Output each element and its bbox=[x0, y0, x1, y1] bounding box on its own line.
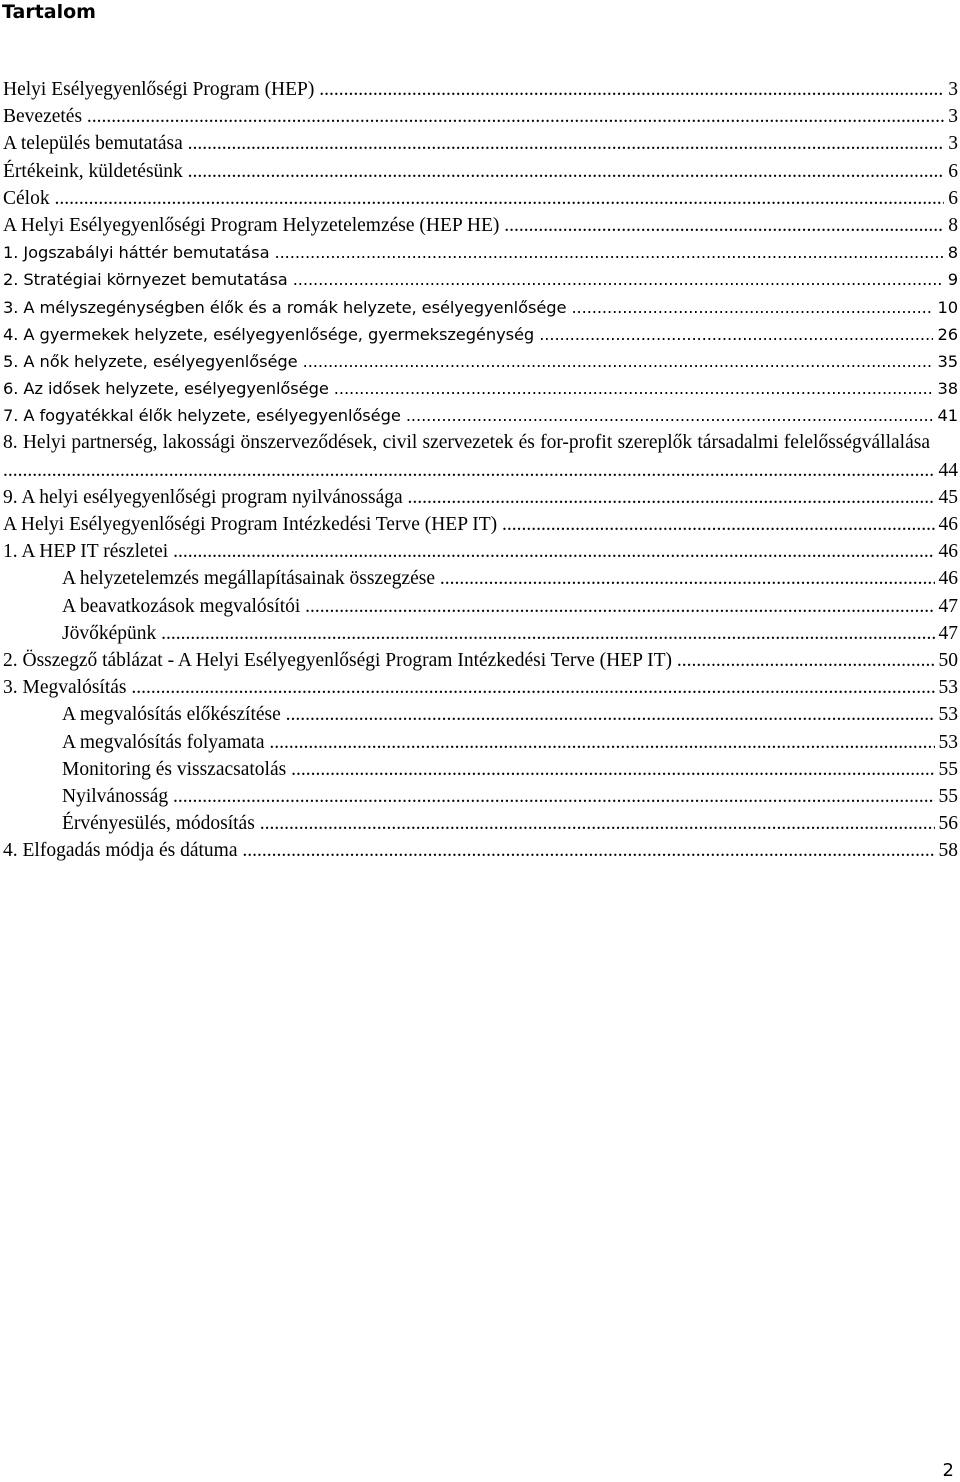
toc-entry-title: 2. Összegző táblázat - A Helyi Esélyegyenlőségi Program Intézkedési Terve (HEP IT) ..... bbox=[3, 650, 958, 671]
toc-entry-page: 38 bbox=[933, 375, 958, 402]
toc-entry-page: 35 bbox=[933, 348, 958, 375]
toc-entry[interactable] bbox=[3, 538, 958, 565]
toc-entry-title: 4. Elfogadás módja és dátuma ..... bbox=[3, 840, 958, 861]
toc-entry-title: A megvalósítás előkészítése ..... bbox=[62, 704, 958, 725]
toc-heading: Tartalom bbox=[2, 1, 96, 23]
toc-entry-page: 41 bbox=[933, 402, 958, 429]
toc-entry[interactable] bbox=[3, 810, 958, 837]
toc-entry[interactable] bbox=[3, 158, 958, 185]
toc-entry[interactable] bbox=[3, 266, 958, 293]
toc-entry-page: 6 bbox=[944, 185, 958, 212]
toc-entry-title: 1. Jogszabályi háttér bemutatása ..... bbox=[3, 243, 958, 262]
toc-entry-title: Helyi Esélyegyenlőségi Program (HEP) ..... bbox=[3, 79, 958, 100]
toc-entry-page: 46 bbox=[935, 538, 959, 565]
toc-entry-title: Célok ..... bbox=[3, 188, 958, 209]
toc-entry-title: Monitoring és visszacsatolás ..... bbox=[62, 759, 958, 780]
toc-entry-page: 47 bbox=[935, 593, 959, 620]
toc-entry[interactable] bbox=[3, 756, 958, 783]
toc-entry[interactable] bbox=[3, 565, 958, 592]
toc-entry-page: 53 bbox=[935, 729, 959, 756]
toc-entry-page: 46 bbox=[935, 565, 959, 592]
toc-entry-title: 4. A gyermekek helyzete, esélyegyenlősége, gyermekszegénység ..... bbox=[3, 325, 958, 344]
toc-entry[interactable] bbox=[3, 103, 958, 130]
toc-entry-title: A megvalósítás folyamata ..... bbox=[62, 732, 958, 753]
toc-entry[interactable] bbox=[3, 511, 958, 538]
toc-entry-page: 58 bbox=[935, 837, 959, 864]
toc-entry[interactable] bbox=[3, 375, 958, 402]
toc-entry[interactable] bbox=[3, 239, 958, 266]
toc-entry-title: A helyzetelemzés megállapításainak összegzése ..... bbox=[62, 568, 958, 589]
toc-entry[interactable] bbox=[3, 212, 958, 239]
toc-entry[interactable] bbox=[3, 185, 958, 212]
toc-entry-title: 1. A HEP IT részletei ..... bbox=[3, 541, 958, 562]
toc-entry[interactable] bbox=[3, 674, 958, 701]
toc-entry-page: 3 bbox=[944, 103, 958, 130]
toc-entry-page: 9 bbox=[944, 266, 958, 293]
toc-entry[interactable] bbox=[3, 837, 958, 864]
toc-entry[interactable] bbox=[3, 593, 958, 620]
page-number: 2 bbox=[942, 1460, 954, 1481]
toc-entry-page: 3 bbox=[944, 130, 958, 157]
toc-entry-page: 55 bbox=[935, 756, 959, 783]
toc-entry-page: 55 bbox=[935, 783, 959, 810]
toc-entry-page: 50 bbox=[935, 647, 959, 674]
toc-entry-page: 53 bbox=[935, 674, 959, 701]
toc-entry-page: 8 bbox=[944, 239, 958, 266]
toc-entry[interactable] bbox=[3, 76, 958, 103]
toc-entry[interactable] bbox=[3, 348, 958, 375]
toc-entry[interactable] bbox=[3, 429, 958, 483]
table-of-contents bbox=[3, 76, 958, 864]
toc-entry-page: 8 bbox=[944, 212, 958, 239]
toc-entry-page: 45 bbox=[935, 484, 959, 511]
toc-entry-title: A Helyi Esélyegyenlőségi Program Intézkedési Terve (HEP IT) ..... bbox=[3, 514, 958, 535]
toc-entry-title: A beavatkozások megvalósítói ..... bbox=[62, 596, 958, 617]
toc-entry-page: 44 bbox=[935, 457, 959, 484]
toc-entry[interactable] bbox=[3, 701, 958, 728]
toc-entry-page: 6 bbox=[944, 158, 958, 185]
toc-entry-title: 3. A mélyszegénységben élők és a romák helyzete, esélyegyenlősége ..... bbox=[3, 298, 958, 317]
toc-entry-title: Jövőképünk ..... bbox=[62, 623, 958, 644]
toc-entry[interactable] bbox=[3, 783, 958, 810]
toc-entry-title: A település bemutatása ..... bbox=[3, 133, 958, 154]
toc-entry[interactable] bbox=[3, 484, 958, 511]
toc-entry-page: 46 bbox=[935, 511, 959, 538]
toc-entry-title: 2. Stratégiai környezet bemutatása ..... bbox=[3, 270, 958, 289]
toc-entry-title: 6. Az idősek helyzete, esélyegyenlősége ..... bbox=[3, 379, 958, 398]
toc-entry-page: 56 bbox=[935, 810, 959, 837]
toc-entry-page: 26 bbox=[933, 321, 958, 348]
toc-entry-title: 5. A nők helyzete, esélyegyenlősége ..... bbox=[3, 352, 958, 371]
toc-entry-page: 3 bbox=[944, 76, 958, 103]
toc-entry-title: Érvényesülés, módosítás ..... bbox=[62, 813, 958, 834]
toc-entry-title: 8. Helyi partnerség, lakossági önszerveződések, civil szervezetek és for-profit szereplők társadalmi felelősségvállalása ..... bbox=[3, 432, 958, 480]
toc-entry[interactable] bbox=[3, 647, 958, 674]
toc-entry[interactable] bbox=[3, 294, 958, 321]
toc-entry[interactable] bbox=[3, 620, 958, 647]
toc-entry-title: Nyilvánosság ..... bbox=[62, 786, 958, 807]
toc-entry-title: 3. Megvalósítás ..... bbox=[3, 677, 958, 698]
toc-entry-title: A Helyi Esélyegyenlőségi Program Helyzetelemzése (HEP HE) ..... bbox=[3, 215, 958, 236]
toc-entry-title: 9. A helyi esélyegyenlőségi program nyilvánossága ..... bbox=[3, 487, 958, 508]
toc-entry-title: 7. A fogyatékkal élők helyzete, esélyegyenlősége ..... bbox=[3, 406, 958, 425]
toc-entry-title: Értékeink, küldetésünk ..... bbox=[3, 161, 958, 182]
toc-entry[interactable] bbox=[3, 402, 958, 429]
toc-entry[interactable] bbox=[3, 130, 958, 157]
toc-entry-page: 10 bbox=[933, 294, 958, 321]
toc-entry-page: 53 bbox=[935, 701, 959, 728]
toc-entry-title: Bevezetés ..... bbox=[3, 106, 958, 127]
toc-entry[interactable] bbox=[3, 729, 958, 756]
toc-entry[interactable] bbox=[3, 321, 958, 348]
toc-entry-page: 47 bbox=[935, 620, 959, 647]
